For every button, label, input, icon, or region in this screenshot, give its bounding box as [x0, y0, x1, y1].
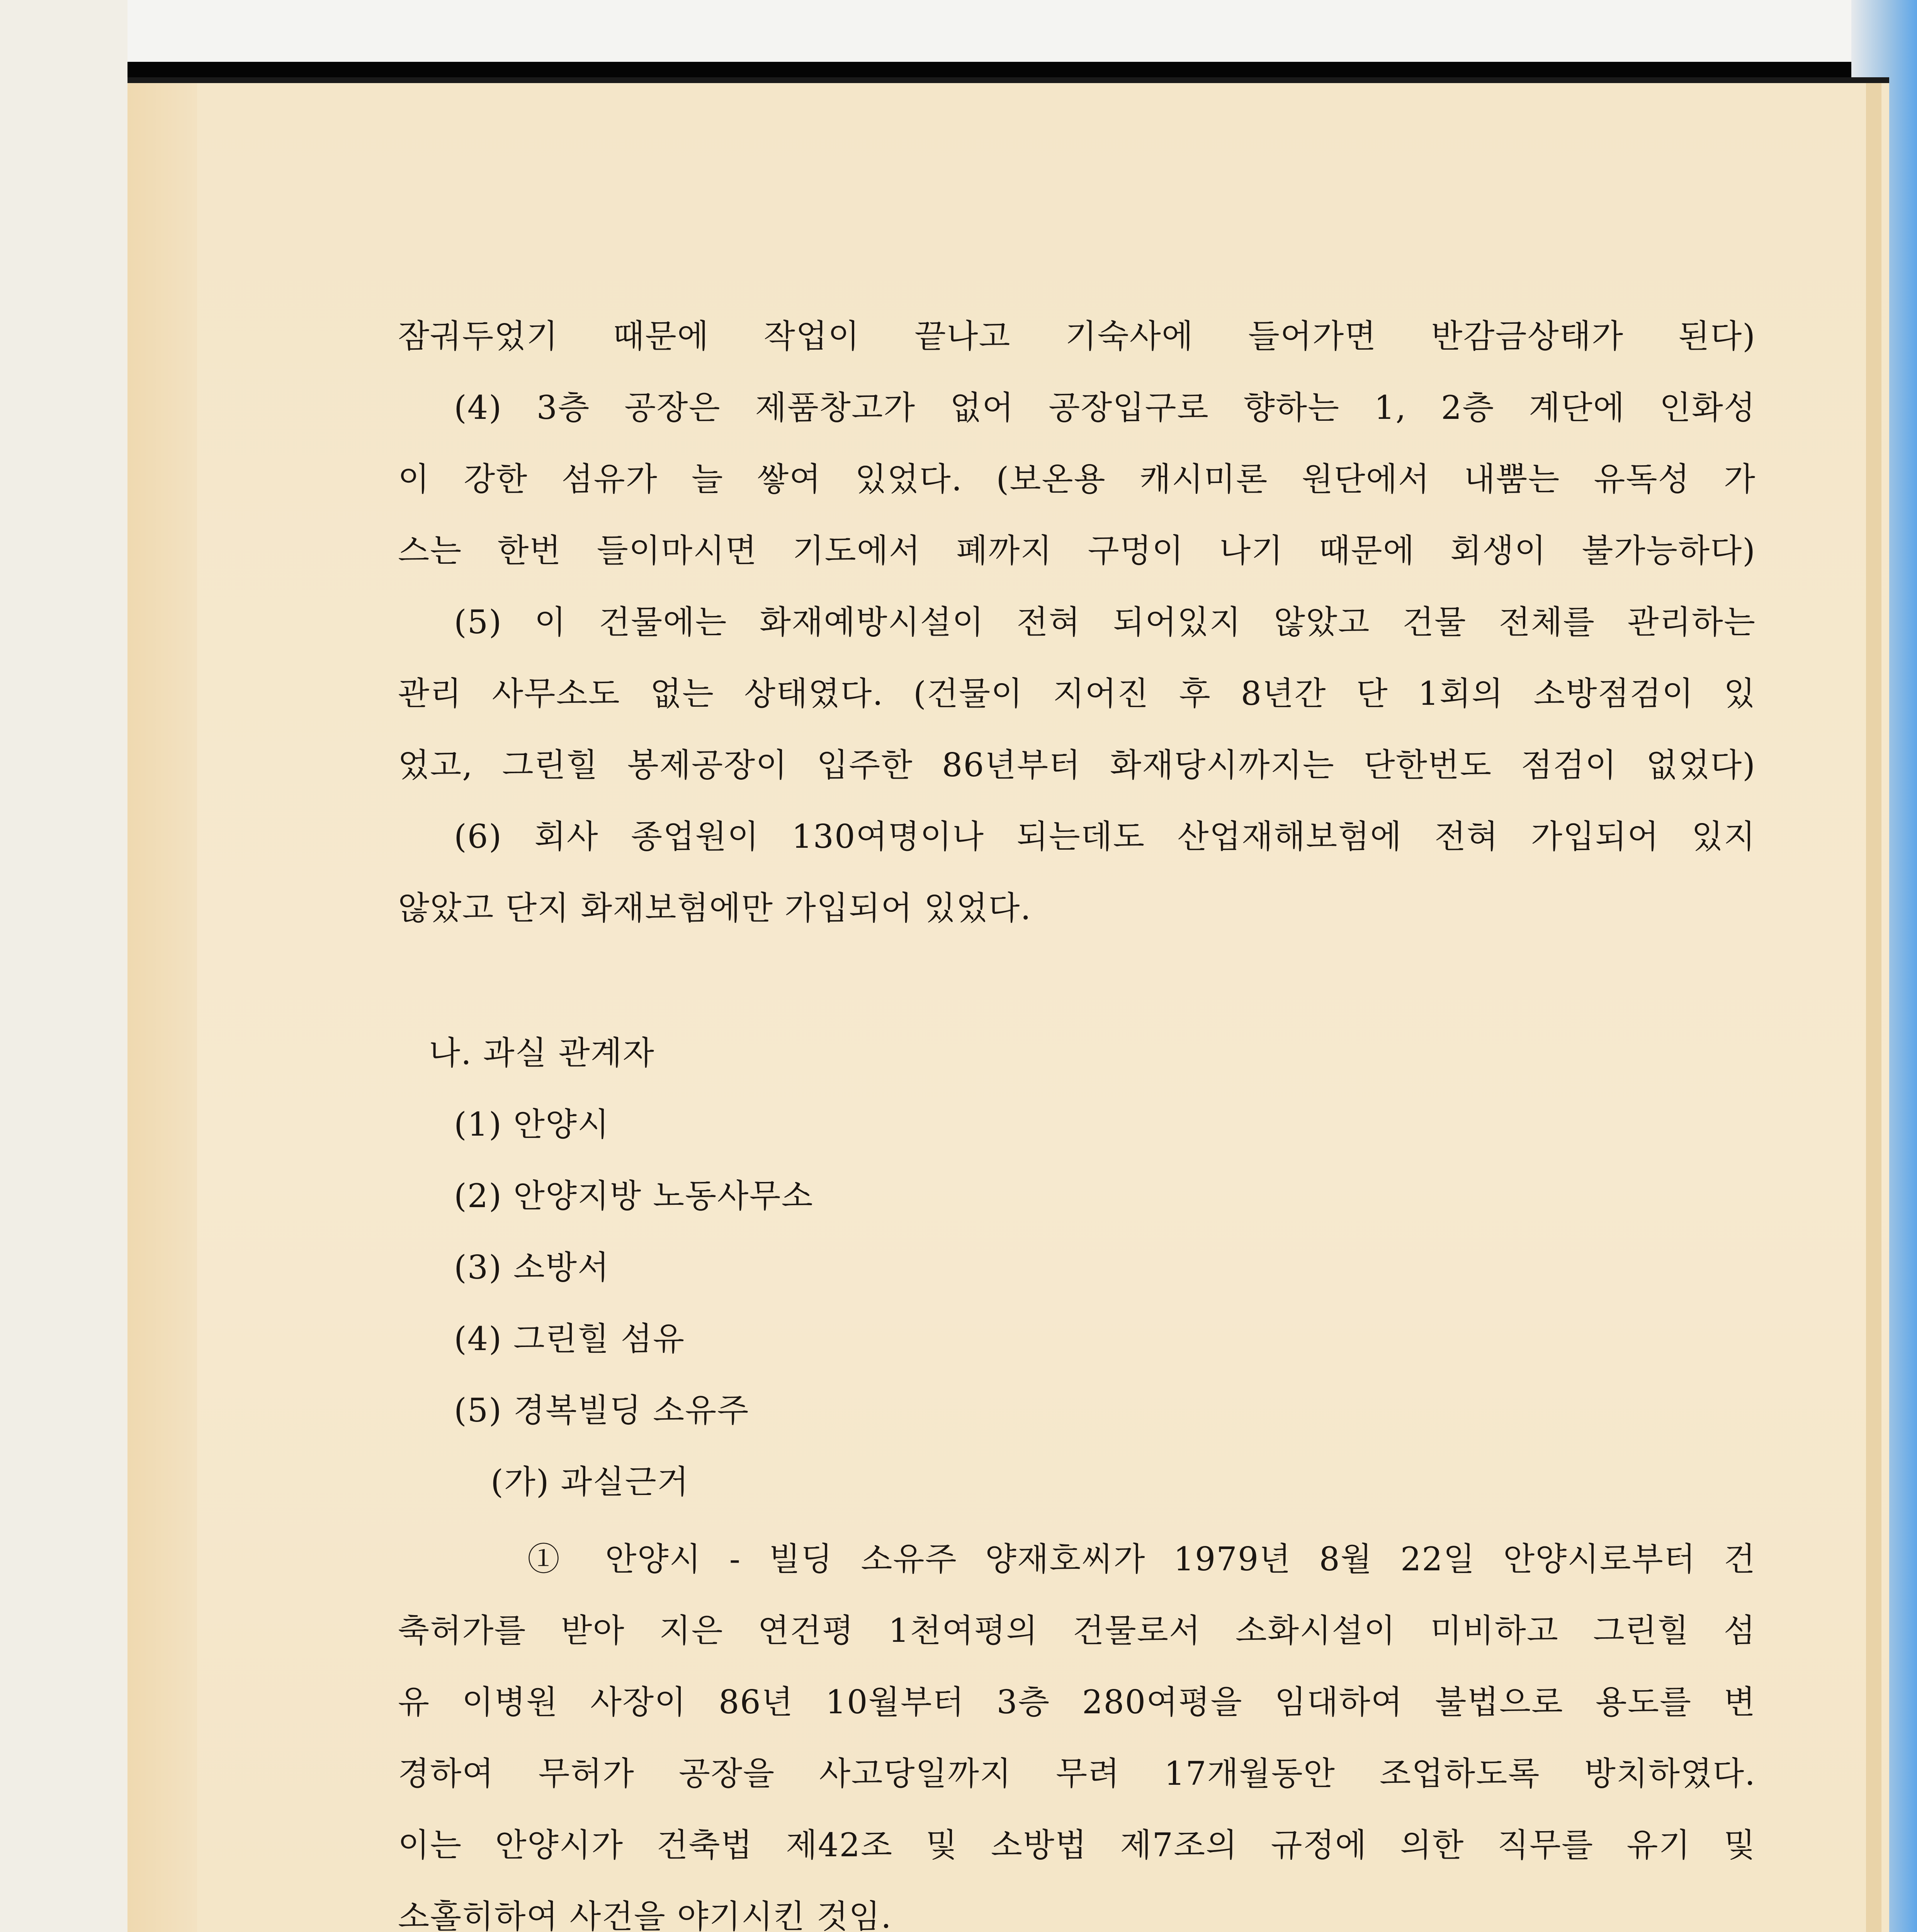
text-line: 축허가를 받아 지은 연건평 1천여평의 건물로서 소화시설이 미비하고 그린힐 섬: [398, 1612, 1756, 1650]
text-line: 이는 안양시가 건축법 제42조 및 소방법 제7조의 규정에 의한 직무를 유기 및: [398, 1826, 1756, 1864]
list-item: (1) 안양시: [454, 1105, 610, 1143]
list-item: (2) 안양지방 노동사무소: [454, 1177, 814, 1215]
list-item: (4) 그린힐 섬유: [454, 1320, 685, 1358]
text-line: 잠궈두었기 때문에 작업이 끝나고 기숙사에 들어가면 반감금상태가 된다): [398, 317, 1756, 355]
list-item: (5) 경복빌딩 소유주: [454, 1391, 749, 1429]
text-line: 경하여 무허가 공장을 사고당일까지 무려 17개월동안 조업하도록 방치하였다.: [398, 1755, 1756, 1793]
list-item: (3) 소방서: [454, 1248, 610, 1286]
section-heading: 나. 과실 관계자: [429, 1034, 655, 1072]
text-line: 었고, 그린힐 봉제공장이 입주한 86년부터 화재당시까지는 단한번도 점검이 없었다): [398, 746, 1756, 784]
text-line: 않았고 단지 화재보험에만 가입되어 있었다.: [398, 889, 1032, 927]
text-line: (6) 회사 종업원이 130여명이나 되는데도 산업재해보험에 전혀 가입되어 있지: [454, 818, 1756, 855]
text-line: 유 이병원 사장이 86년 10월부터 3층 280여평을 임대하여 불법으로 용도를 변: [398, 1683, 1756, 1721]
text-line: 소홀히하여 사건을 야기시킨 것임.: [398, 1898, 892, 1932]
text-line: 이 강한 섬유가 늘 쌓여 있었다. (보온용 캐시미론 원단에서 내뿜는 유독성 가: [398, 460, 1756, 498]
text-line: (5) 이 건물에는 화재예방시설이 전혀 되어있지 않았고 건물 전체를 관리하는: [454, 603, 1756, 641]
text-line: ① 안양시 - 빌딩 소유주 양재호씨가 1979년 8월 22일 안양시로부터 건: [527, 1540, 1756, 1578]
text-line: (4) 3층 공장은 제품창고가 없어 공장입구로 향하는 1, 2층 계단에 인화성: [454, 389, 1756, 427]
text-line: 관리 사무소도 없는 상태였다. (건물이 지어진 후 8년간 단 1회의 소방점검이 있: [398, 675, 1756, 713]
sub-heading: (가) 과실근거: [491, 1463, 689, 1501]
text-line: 스는 한번 들이마시면 기도에서 폐까지 구멍이 나기 때문에 회생이 불가능하다): [398, 532, 1756, 570]
